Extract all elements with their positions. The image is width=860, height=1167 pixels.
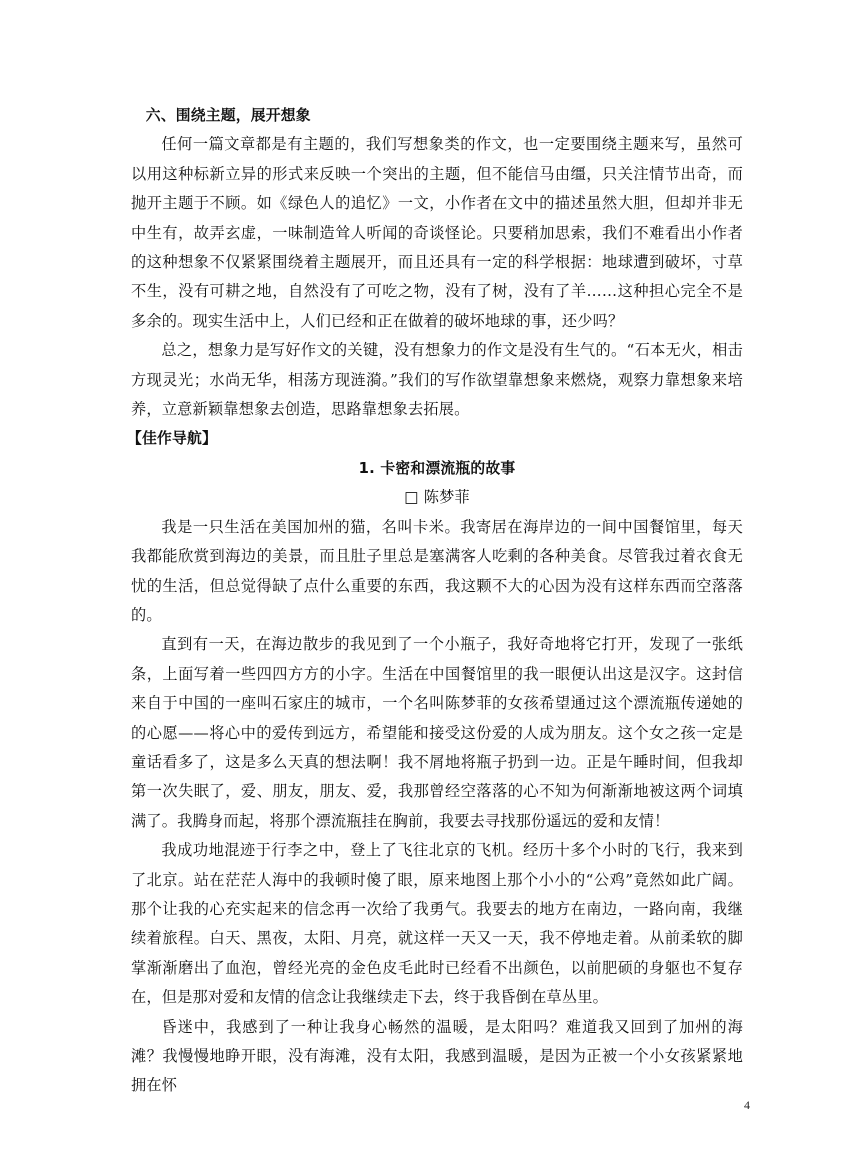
guide-heading: 【佳作导航】 <box>127 430 217 448</box>
article-title: 1. 卡密和漂流瓶的故事 <box>358 459 516 477</box>
document-body <box>127 101 743 1101</box>
section-heading: 六、围绕主题，展开想象 <box>145 107 311 124</box>
article-paragraph: 我是一只生活在美国加州的猫，名叫卡米。我寄居在海岸边的一间中国餐馆里，每天我都能欣赏到海边的美景，而且肚子里总是塞满客人吃剩的各种美食。尽管我过着衣食无忧的生活，但总觉得缺了点什么重要的东西，我这颗不大的心因为没有这样东西而空落落的。 <box>131 517 743 624</box>
page-number: 4 <box>744 1098 750 1112</box>
article-author: □ 陈梦菲 <box>404 488 470 507</box>
article-paragraph: 我成功地混迹于行李之中，登上了飞往北京的飞机。经历十多个小时的飞行，我来到了北京。站在茫茫人海中的我顿时傻了眼，原来地图上那个小小的“公鸡”竟然如此广阔。那个让我的心充实起来的信念再一次给了我勇气。我要去的地方在南边，一路向南，我继续着旅程。白天、黑夜，太阳、月亮，就这样一天又一天，我不停地走着。从前柔软的脚掌渐渐磨出了血泡，曾经光亮的金色皮毛此时已经看不出颜色，以前肥硕的身躯也不复存在，但是那对爱和友情的信念让我继续走下去，终于我昏倒在草丛里。 <box>131 841 743 1007</box>
article-paragraph: 直到有一天，在海边散步的我见到了一个小瓶子，我好奇地将它打开，发现了一张纸条，上面写着一些四四方方的小字。生活在中国餐馆里的我一眼便认出这是汉字。这封信来自于中国的一座叫石家庄的城市，一个名叫陈梦菲的女孩希望通过这个漂流瓶传递她的的心愿——将心中的爱传到远方，希望能和接受这份爱的人成为朋友。这个女之孩一定是童话看多了，这是多么天真的想法啊！我不屑地将瓶子扔到一边。正是午睡时间，但我却第一次失眠了，爱、朋友，朋友、爱，我那曾经空落落的心不知为何渐渐地被这两个词填满了。我腾身而起，将那个漂流瓶挂在胸前，我要去寻找那份遥远的爱和友情！ <box>131 635 743 830</box>
article-paragraph: 昏迷中，我感到了一种让我身心畅然的温暖，是太阳吗？难道我又回到了加州的海滩？我慢慢地睁开眼，没有海滩，没有太阳，我感到温暖，是因为正被一个小女孩紧紧地拥在怀 <box>131 1017 743 1095</box>
section-paragraph: 任何一篇文章都是有主题的，我们写想象类的作文，也一定要围绕主题来写，虽然可以用这种标新立异的形式来反映一个突出的主题，但不能信马由缰，只关注情节出奇，而抛开主题于不顾。如《绿色人的追忆》一文，小作者在文中的描述虽然大胆，但却并非无中生有，故弄玄虚，一味制造耸人听闻的奇谈怪论。只要稍加思索，我们不难看出小作者的这种想象不仅紧紧围绕着主题展开，而且还具有一定的科学根据：地球遭到破坏，寸草不生，没有可耕之地，自然没有了可吃之物，没有了树，没有了羊……这种担心完全不是多余的。现实生活中上，人们已经和正在做着的破坏地球的事，还少吗？ <box>131 135 743 330</box>
section-paragraph: 总之，想象力是写好作文的关键，没有想象力的作文是没有生气的。“石本无火，相击方现灵光；水尚无华，相荡方现涟漪。”我们的写作欲望靠想象来燃烧，观察力靠想象来培养，立意新颖靠想象去创造，思路靠想象去拓展。 <box>131 341 743 419</box>
